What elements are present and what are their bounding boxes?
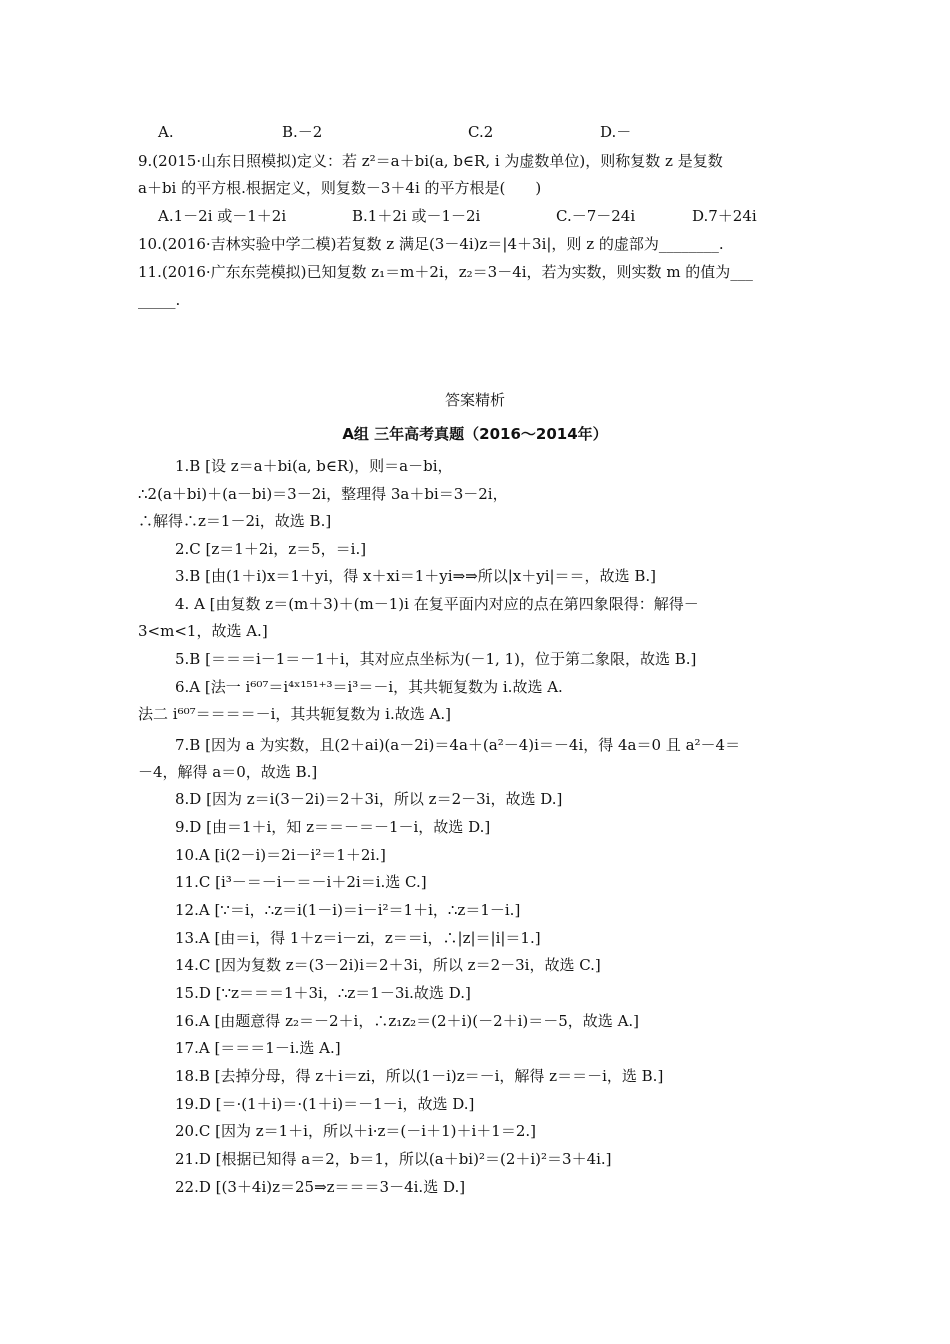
answer-line: 9.D [由＝1＋i，知 z＝＝－＝－1－i，故选 D.] bbox=[175, 818, 491, 836]
q8-option-a: A. bbox=[158, 123, 174, 141]
q10-text: 10.(2016·吉林实验中学二模)若复数 z 满足(3－4i)z＝|4＋3i|，则 z 的虚部为________. bbox=[138, 235, 724, 253]
answer-line: 11.C [i³－＝－i－＝－i＋2i＝i.选 C.] bbox=[175, 873, 427, 891]
answer-line: 7.B [因为 a 为实数，且(2＋ai)(a－2i)＝4a＋(a²－4)i＝－4i，得 4a＝0 且 a²－4＝ bbox=[175, 736, 741, 754]
q11-line-1: 11.(2016·广东东莞模拟)已知复数 z₁＝m＋2i，z₂＝3－4i，若为实数，则实数 m 的值为___ bbox=[138, 263, 753, 281]
q9-option-a: A.1－2i 或－1＋2i bbox=[158, 207, 287, 225]
answer-line: 1.B [设 z＝a＋bi(a, b∈R)，则＝a－bi， bbox=[175, 457, 453, 475]
answer-line: 3.B [由(1＋i)x＝1＋yi，得 x＋xi＝1＋yi⇒⇒所以|x＋yi|＝＝，故选 B.] bbox=[175, 567, 656, 585]
q9-option-c: C.－7－24i bbox=[556, 207, 636, 225]
answer-line: 20.C [因为 z＝1＋i，所以＋i·z＝(－i＋1)＋i＋1＝2.] bbox=[175, 1122, 536, 1140]
answer-title: 答案精析 bbox=[444, 391, 505, 409]
answer-line: 法二 i⁶⁰⁷＝＝＝＝－i，其共轭复数为 i.故选 A.] bbox=[138, 705, 451, 723]
q9-line-1: 9.(2015·山东日照模拟)定义：若 z²＝a＋bi(a, b∈R, i 为虚数单位)，则称复数 z 是复数 bbox=[138, 152, 723, 170]
answer-line: －4，解得 a＝0，故选 B.] bbox=[138, 763, 318, 781]
answer-line: 4. A [由复数 z＝(m＋3)＋(m－1)i 在复平面内对应的点在第四象限得：解得－ bbox=[175, 595, 699, 613]
answer-line: 3<m<1，故选 A.] bbox=[138, 622, 268, 640]
answer-line: 2.C [z＝1＋2i，z＝5，＝i.] bbox=[175, 540, 367, 558]
q8-option-d: D.－ bbox=[600, 123, 632, 141]
answer-line: 8.D [因为 z＝i(3－2i)＝2＋3i，所以 z＝2－3i，故选 D.] bbox=[175, 790, 563, 808]
answer-line: 13.A [由＝i，得 1＋z＝i－zi，z＝＝i，∴|z|＝|i|＝1.] bbox=[175, 929, 541, 947]
answer-line: 16.A [由题意得 z₂＝－2＋i，∴z₁z₂＝(2＋i)(－2＋i)＝－5，故选 A.] bbox=[175, 1012, 640, 1030]
q9-option-d: D.7＋24i bbox=[692, 207, 757, 225]
answer-line: 19.D [＝·(1＋i)＝·(1＋i)＝－1－i，故选 D.] bbox=[175, 1095, 475, 1113]
q9-line-2: a＋bi 的平方根.根据定义，则复数－3＋4i 的平方根是( ) bbox=[138, 179, 542, 197]
answer-line: ∴解得∴z＝1－2i，故选 B.] bbox=[138, 512, 332, 530]
q9-option-b: B.1＋2i 或－1－2i bbox=[352, 207, 481, 225]
answer-line: ∴2(a＋bi)＋(a－bi)＝3－2i，整理得 3a＋bi＝3－2i， bbox=[138, 485, 508, 503]
answer-line: 21.D [根据已知得 a＝2，b＝1，所以(a＋bi)²＝(2＋i)²＝3＋4i.] bbox=[175, 1150, 612, 1168]
answer-line: 12.A [∵＝i，∴z＝i(1－i)＝i－i²＝1＋i，∴z＝1－i.] bbox=[175, 901, 521, 919]
answer-line: 18.B [去掉分母，得 z＋i＝zi，所以(1－i)z＝－i，解得 z＝＝－i，选 B.] bbox=[175, 1067, 664, 1085]
group-title: A组 三年高考真题（2016～2014年） bbox=[342, 425, 608, 443]
answer-line: 5.B [＝＝＝i－1＝－1＋i，其对应点坐标为(－1, 1)，位于第二象限，故选 B.] bbox=[175, 650, 697, 668]
answer-line: 17.A [＝＝＝1－i.选 A.] bbox=[175, 1039, 341, 1057]
answer-line: 10.A [i(2－i)＝2i－i²＝1＋2i.] bbox=[175, 846, 386, 864]
q11-line-2: _____. bbox=[138, 291, 181, 309]
answer-line: 6.A [法一 i⁶⁰⁷＝i⁴ˣ¹⁵¹⁺³＝i³＝－i，其共轭复数为 i.故选 A. bbox=[175, 678, 563, 696]
answer-line: 15.D [∵z＝＝＝1＋3i，∴z＝1－3i.故选 D.] bbox=[175, 984, 471, 1002]
answer-line: 14.C [因为复数 z＝(3－2i)i＝2＋3i，所以 z＝2－3i，故选 C.] bbox=[175, 956, 601, 974]
q8-option-b: B.－2 bbox=[282, 123, 323, 141]
q8-option-c: C.2 bbox=[468, 123, 494, 141]
answer-line: 22.D [(3＋4i)z＝25⇒z＝＝＝3－4i.选 D.] bbox=[175, 1178, 466, 1196]
